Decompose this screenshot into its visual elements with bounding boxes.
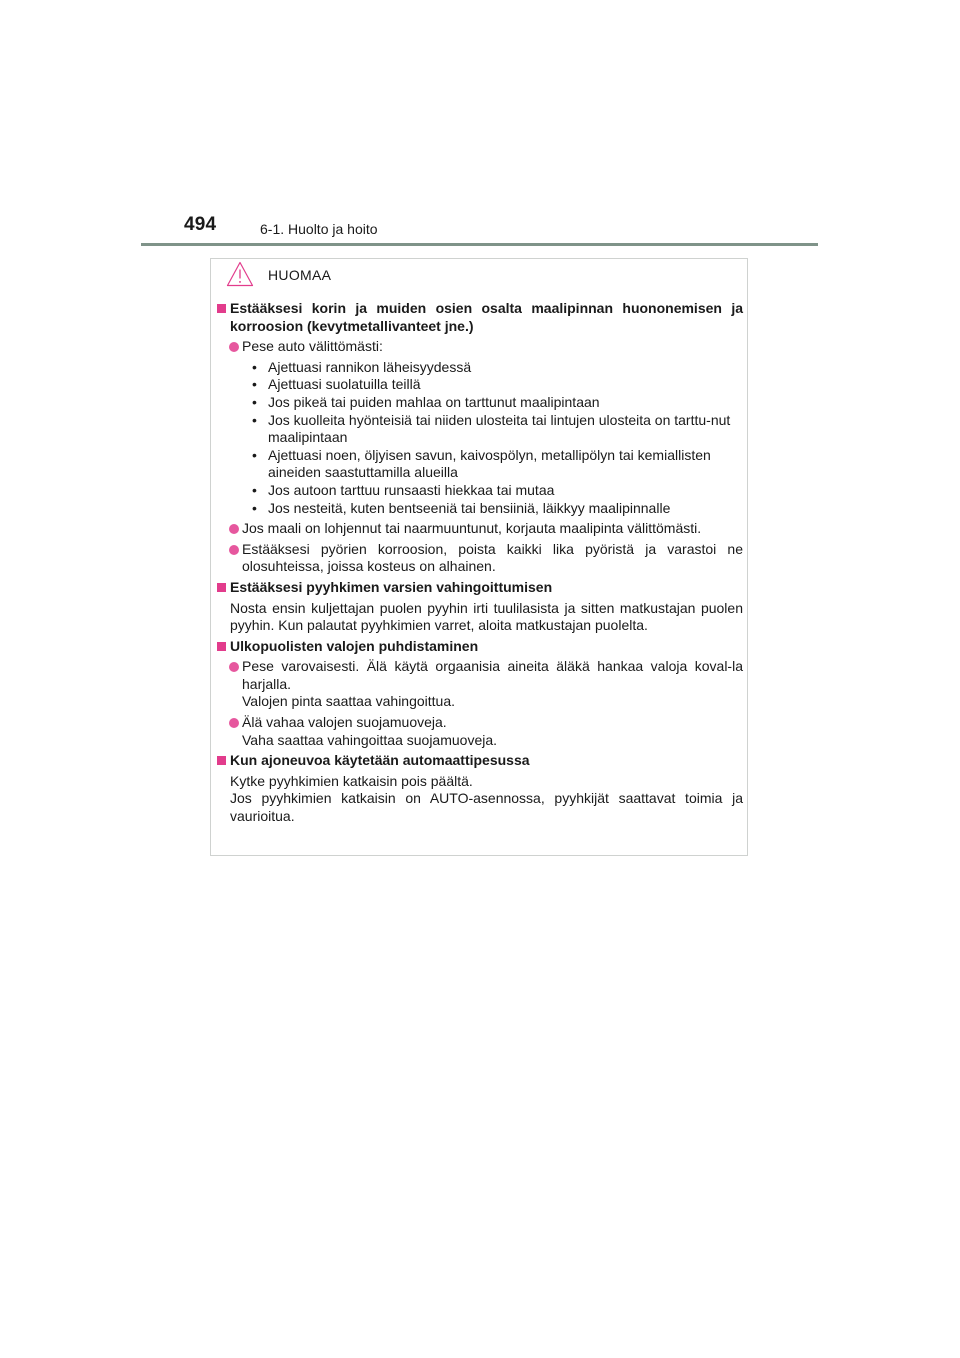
bullet-text: Vaha saattaa vahingoittaa suojamuoveja. [242, 731, 498, 748]
sub-list-item [242, 447, 743, 482]
sub-list-item [242, 412, 743, 447]
bullet-item [217, 658, 743, 711]
bullet-dot-icon: • [252, 376, 257, 393]
paragraph-line: Kytke pyyhkimien katkaisin pois päältä. [230, 772, 473, 789]
circle-bullet-icon [229, 524, 239, 534]
section-heading [217, 752, 743, 770]
caution-body [217, 300, 743, 829]
warning-triangle-icon [226, 261, 254, 287]
section-heading [217, 579, 743, 597]
square-bullet-icon [217, 304, 226, 313]
bullet-dot-icon: • [252, 411, 257, 428]
paragraph: Nosta ensin kuljettajan puolen pyyhin irti tuulilasista ja sitten matkustajan puolen pyyhin. Kun palautat pyyhkimien varret, aloita matkustajan puolelta. [230, 599, 743, 634]
sub-list-text: Jos nesteitä, kuten bentseeniä tai bensiiniä, läikkyy maalipinnalle [268, 499, 671, 516]
bullet-item [217, 338, 743, 356]
sub-list-text: Ajettuasi suolatuilla teillä [268, 376, 421, 393]
bullet-text: Estääksesi pyörien korroosion, poista kaikki lika pyöristä ja varastoi ne olosuhteissa, joissa kosteus on alhainen. [242, 540, 743, 575]
page-header [0, 0, 960, 250]
sub-list-item [242, 482, 743, 500]
bullet-text: Valojen pinta saattaa vahingoittua. [242, 693, 456, 710]
bullet-item [217, 541, 743, 576]
sub-list-item [242, 376, 743, 394]
circle-bullet-icon [229, 662, 239, 672]
sub-list-item [242, 394, 743, 412]
sub-list-item [242, 359, 743, 377]
sub-list-text: Jos kuolleita hyönteisiä tai niiden ulosteita tai lintujen ulosteita on tarttu-nut maalipintaan [268, 411, 731, 446]
bullet-text: Pese auto välittömästi: [242, 338, 383, 355]
caution-label: HUOMAA [268, 267, 332, 283]
sub-list-text: Jos pikeä tai puiden mahlaa on tarttunut maalipintaan [268, 393, 600, 410]
square-bullet-icon [217, 756, 226, 765]
circle-bullet-icon [229, 545, 239, 555]
circle-bullet-icon [229, 342, 239, 352]
square-bullet-icon [217, 642, 226, 651]
bullet-dot-icon: • [252, 499, 257, 516]
section-heading-text: Kun ajoneuvoa käytetään automaattipesussa [230, 752, 530, 769]
page-number: 494 [184, 214, 217, 235]
caution-header [226, 259, 736, 293]
section-heading [217, 300, 743, 335]
sub-list-item [242, 500, 743, 518]
bullet-dot-icon: • [252, 446, 257, 463]
sub-list-text: Ajettuasi noen, öljyisen savun, kaivospölyn, metallipölyn tai kemiallisten aineiden saastuttamilla alueilla [268, 446, 711, 481]
caution-box [210, 258, 748, 856]
bullet-item [217, 714, 743, 749]
section-heading-text: Estääksesi pyyhkimen varsien vahingoittumisen [230, 578, 553, 595]
section-title: 6-1. Huolto ja hoito [260, 221, 378, 237]
section-heading-text: Estääksesi korin ja muiden osien osalta maalipinnan huononemisen ja korroosion (kevytmetallivanteet jne.) [230, 300, 743, 334]
bullet-dot-icon: • [252, 481, 257, 498]
bullet-dot-icon: • [252, 358, 257, 375]
bullet-text: Pese varovaisesti. Älä käytä orgaanisia aineita äläkä hankaa valoja koval-la harjalla. [242, 658, 743, 692]
circle-bullet-icon [229, 718, 239, 728]
bullet-text: Älä vahaa valojen suojamuoveja. [242, 714, 447, 731]
bullet-dot-icon: • [252, 393, 257, 410]
sub-list [217, 359, 743, 517]
section-heading-text: Ulkopuolisten valojen puhdistaminen [230, 637, 479, 654]
bullet-text: Jos maali on lohjennut tai naarmuuntunut, korjauta maalipinta välittömästi. [242, 520, 702, 537]
square-bullet-icon [217, 583, 226, 592]
section-heading [217, 638, 743, 656]
sub-list-text: Jos autoon tarttuu runsaasti hiekkaa tai mutaa [268, 481, 555, 498]
bullet-item [217, 520, 743, 538]
sub-list-text: Ajettuasi rannikon läheisyydessä [268, 358, 472, 375]
paragraph [217, 773, 743, 826]
paragraph-line: Jos pyyhkimien katkaisin on AUTO-asennossa, pyyhkijät saattavat toimia ja vaurioitua. [230, 790, 743, 825]
header-rule [141, 243, 818, 246]
